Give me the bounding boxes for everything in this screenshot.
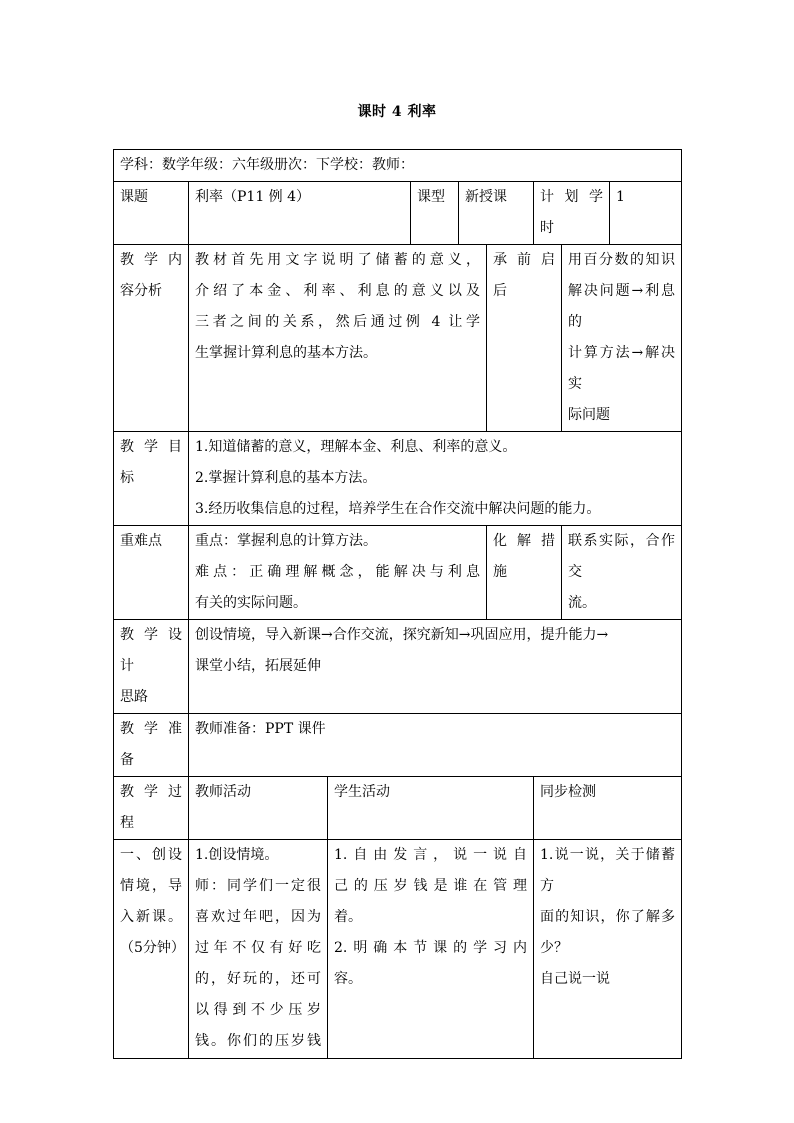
label-line: 承 前 启 — [493, 252, 555, 268]
process-label — [114, 777, 189, 840]
text-line: 课堂小结，拓展延伸 — [195, 658, 321, 674]
planned-hours-label — [534, 182, 610, 245]
text-line: 1.自由发言，说一说自 — [334, 847, 527, 863]
label-line: 教 学 设 — [120, 627, 182, 643]
planned-hours-label-line: 计 划 学 — [540, 189, 603, 205]
goals-row — [114, 432, 682, 526]
process-header-row — [114, 777, 682, 840]
content-analysis-row — [114, 245, 682, 432]
measures-label — [487, 526, 562, 620]
goal-line: 1.知道储蓄的意义，理解本金、利息、利率的意义。 — [195, 439, 517, 455]
text-line: 容。 — [334, 971, 362, 987]
topic-value: 利率（P11 例 4） — [189, 182, 411, 245]
text-line: 己的压岁钱是谁在管理 — [334, 878, 527, 894]
preparation-text: 教师准备：PPT 课件 — [189, 714, 682, 777]
planned-hours-value: 1 — [610, 182, 682, 245]
text-line: 师：同学们一定很 — [195, 878, 321, 894]
text-line: 重点：掌握利息的计算方法。 — [195, 533, 377, 549]
preparation-label — [114, 714, 189, 777]
text-line: 际问题 — [568, 407, 610, 423]
text-line: 教材首先用文字说明了储蓄的意义， — [195, 252, 480, 268]
text-line: 少？ — [540, 940, 568, 956]
label-line: 思路 — [120, 689, 148, 705]
text-line: 创设情境，导入新课→合作交流，探究新知→巩固应用，提升能力→ — [195, 627, 609, 643]
text-line: 过年不仅有好吃 — [195, 940, 321, 956]
lesson-type-value: 新授课 — [459, 182, 534, 245]
lesson-plan-table — [113, 149, 682, 1059]
goals-text — [189, 432, 682, 526]
topic-label: 课题 — [114, 182, 189, 245]
key-points-row — [114, 526, 682, 620]
text-line: 一、创设 — [120, 847, 182, 863]
header-info-row — [114, 150, 682, 182]
student-activity-cell — [328, 840, 534, 1059]
text-line: 三者之间的关系，然后通过例 4 让学 — [195, 314, 480, 330]
text-line: 解决问题→利息的 — [568, 283, 676, 330]
text-line: 入新课。 — [120, 909, 182, 925]
sync-check-header: 同步检测 — [534, 777, 682, 840]
topic-row — [114, 182, 682, 245]
label-line: 教 学 过 — [120, 784, 182, 800]
text-line: 情境，导 — [120, 878, 182, 894]
text-line: （5分钟） — [120, 940, 185, 956]
label-line: 容分析 — [120, 283, 162, 299]
text-line: 1.创设情境。 — [195, 847, 279, 863]
text-line: 自己说一说 — [540, 971, 610, 987]
label-line: 程 — [120, 815, 134, 831]
text-line: 着。 — [334, 909, 362, 925]
text-line: 的，好玩的，还可 — [195, 971, 321, 987]
text-line: 以得到不少压岁 — [195, 1002, 321, 1018]
label-line: 计 — [120, 658, 134, 674]
header-info-line: 学科：数学年级：六年级册次：下学校：教师： — [114, 150, 682, 182]
text-line: 有关的实际问题。 — [195, 595, 307, 611]
goals-label — [114, 432, 189, 526]
page-title: 课时 4 利率 — [357, 104, 437, 120]
prior-knowledge-label — [487, 245, 562, 432]
teacher-activity-cell — [189, 840, 328, 1059]
label-line: 教 学 内 — [120, 252, 182, 268]
text-line: 流。 — [568, 595, 596, 611]
text-line: 喜欢过年吧，因为 — [195, 909, 321, 925]
text-line: 难点：正确理解概念，能解决与利息 — [195, 564, 480, 580]
sync-check-cell — [534, 840, 682, 1059]
text-line: 介绍了本金、利率、利息的意义以及 — [195, 283, 480, 299]
text-line: 计算方法→解决实 — [568, 345, 676, 392]
text-line: 面的知识，你了解多 — [540, 909, 676, 925]
preparation-row — [114, 714, 682, 777]
measures-text — [562, 526, 682, 620]
process-step-row — [114, 840, 682, 1059]
content-analysis-label — [114, 245, 189, 432]
design-label — [114, 620, 189, 714]
design-text — [189, 620, 682, 714]
design-row — [114, 620, 682, 714]
text-line: 生掌握计算利息的基本方法。 — [195, 345, 377, 361]
key-points-label: 重难点 — [114, 526, 189, 620]
text-line: 2.明确本节课的学习内 — [334, 940, 527, 956]
goal-line: 2.掌握计算利息的基本方法。 — [195, 470, 377, 486]
label-line: 后 — [493, 283, 507, 299]
label-line: 教 学 目 — [120, 439, 182, 455]
label-line: 施 — [493, 564, 507, 580]
prior-knowledge-text — [562, 245, 682, 432]
stage-cell — [114, 840, 189, 1059]
content-analysis-text — [189, 245, 487, 432]
teacher-activity-header: 教师活动 — [189, 777, 328, 840]
text-line: 联系实际，合作交 — [568, 533, 676, 580]
planned-hours-label-line: 时 — [540, 220, 554, 236]
text-line: 1.说一说，关于储蓄方 — [540, 847, 676, 894]
label-line: 化 解 措 — [493, 533, 555, 549]
text-line: 钱。你们的压岁钱 — [195, 1033, 321, 1049]
student-activity-header: 学生活动 — [328, 777, 534, 840]
label-line: 教 学 准 — [120, 721, 182, 737]
text-line: 用百分数的知识 — [568, 252, 676, 268]
key-points-text — [189, 526, 487, 620]
label-line: 备 — [120, 752, 134, 768]
label-line: 标 — [120, 470, 134, 486]
lesson-type-label: 课型 — [411, 182, 459, 245]
goal-line: 3.经历收集信息的过程，培养学生在合作交流中解决问题的能力。 — [195, 501, 601, 517]
